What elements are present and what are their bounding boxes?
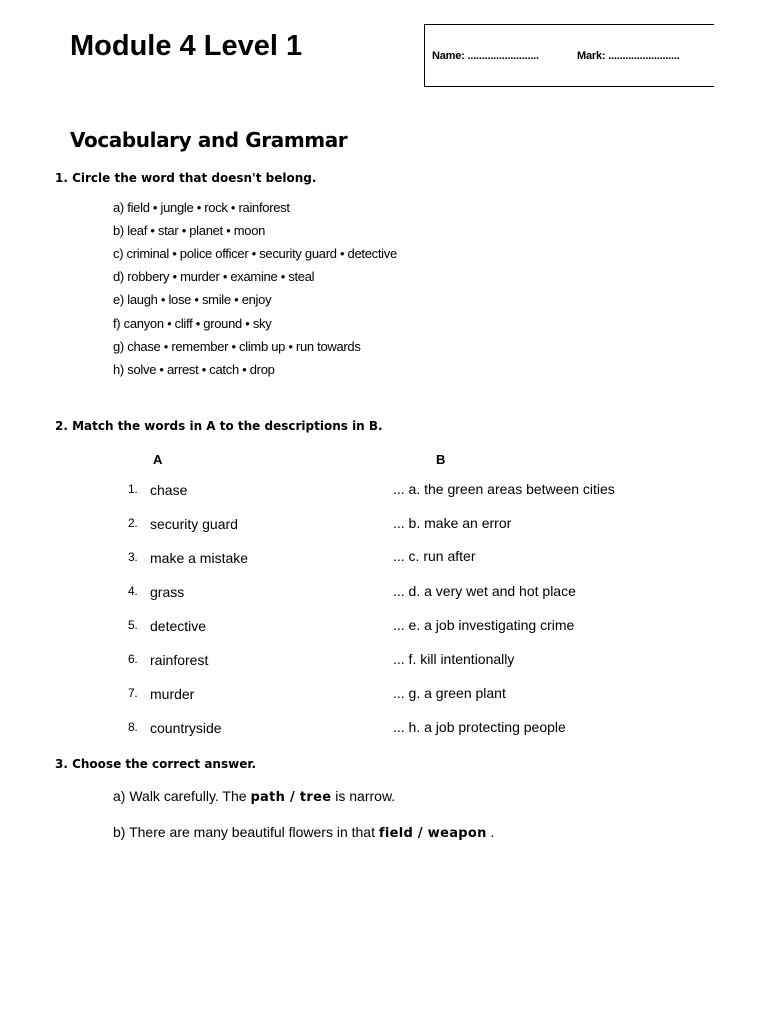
task3-instruction: 3. Choose the correct answer. <box>55 757 257 771</box>
row-number: 1. <box>128 482 138 496</box>
task1-item-d: d) robbery • murder • examine • steal <box>113 269 315 284</box>
name-field[interactable]: Name: ......................... <box>432 50 539 62</box>
row-number: 6. <box>128 652 138 666</box>
match-description: ... d. a very wet and hot place <box>393 583 576 599</box>
answer-choice[interactable]: path / tree <box>250 790 332 805</box>
sentence-start: a) Walk carefully. The <box>113 788 251 804</box>
match-word: rainforest <box>150 652 209 668</box>
task1-item-e: e) laugh • lose • smile • enjoy <box>113 292 272 307</box>
match-word: chase <box>150 482 188 498</box>
task1-item-g: g) chase • remember • climb up • run towards <box>113 339 361 354</box>
match-description: ... b. make an error <box>393 515 512 531</box>
match-description: ... e. a job investigating crime <box>393 617 575 633</box>
row-number: 8. <box>128 720 138 734</box>
row-number: 4. <box>128 584 138 598</box>
match-word: detective <box>150 618 207 634</box>
match-description: ... h. a job protecting people <box>393 719 566 735</box>
task3-item-a <box>113 788 395 805</box>
match-description: ... g. a green plant <box>393 685 506 701</box>
row-number: 7. <box>128 686 138 700</box>
row-number: 5. <box>128 618 138 632</box>
page-title: Module 4 Level 1 <box>70 30 303 62</box>
task1-item-h: h) solve • arrest • catch • drop <box>113 362 275 377</box>
task3-item-b <box>113 824 494 841</box>
task1-instruction: 1. Circle the word that doesn't belong. <box>55 171 317 185</box>
match-word: security guard <box>150 516 238 532</box>
task1-item-b: b) leaf • star • planet • moon <box>113 223 266 238</box>
sentence-start: b) There are many beautiful flowers in that <box>113 824 379 840</box>
task1-item-f: f) canyon • cliff • ground • sky <box>113 316 272 331</box>
section-title: Vocabulary and Grammar <box>70 128 348 152</box>
task2-instruction: 2. Match the words in A to the descriptions in B. <box>55 419 383 433</box>
sentence-end: is narrow. <box>331 788 396 804</box>
column-a-header: A <box>153 452 163 467</box>
row-number: 3. <box>128 550 138 564</box>
match-word: countryside <box>150 720 222 736</box>
task1-item-a: a) field • jungle • rock • rainforest <box>113 200 290 215</box>
match-word: grass <box>150 584 185 600</box>
answer-choice[interactable]: field / weapon <box>378 826 487 841</box>
match-word: make a mistake <box>150 550 249 566</box>
match-description: ... a. the green areas between cities <box>393 481 615 497</box>
match-description: ... f. kill intentionally <box>393 651 515 667</box>
match-description: ... c. run after <box>393 548 476 564</box>
column-b-header: B <box>436 452 446 467</box>
row-number: 2. <box>128 516 138 530</box>
sentence-end: . <box>486 824 495 840</box>
mark-field[interactable]: Mark: ......................... <box>577 50 680 62</box>
task1-item-c: c) criminal • police officer • security guard • detective <box>113 246 397 261</box>
match-word: murder <box>150 686 195 702</box>
